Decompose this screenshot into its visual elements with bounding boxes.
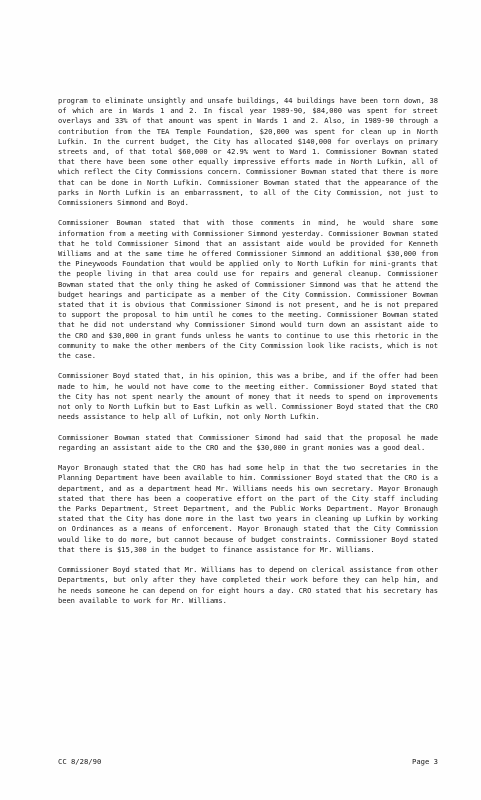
paragraph: Commissioner Bowman stated that Commissioner Simond had said that the proposal he made regarding an assistant aide to the CRO and the $30,000 in grant monies was a good deal. [58,432,438,452]
paragraph: Commissioner Boyd stated that Mr. Williams has to depend on clerical assistance from other Departments, but only after they have completed their work before they can help him, and he needs someone he can depend on for eight hours a day. CRO stated that his secretary has been available to work for Mr. Williams. [58,565,438,605]
document-body [58,96,438,616]
paragraph: program to eliminate unsightly and unsafe buildings, 44 buildings have been torn down, 38 of which are in Wards 1 and 2. In fiscal year 1989-90, $84,000 was spent for street overlays and 33% of that amount was spent in Wards 1 and 2. Also, in 1989-90 through a contribution from the TEA Temple Foundation, $20,000 was spent for clean up in North Lufkin. In the current budget, the City has allocated $140,000 for overlays on primary streets and, of that total $60,000 or 42.9% went to Ward 1. Commissioner Bowman stated that there have been some other equally impressive efforts made in North Lufkin, all of which reflect the City Commissions concern. Commissioner Bowman stated that there is more that can be done in North Lufkin. Commissioner Bowman stated that the appearance of the parks in North Lufkin is an embarrassment, to all of the City Commission, not just to Commissioners Simmond and Boyd. [58,96,438,208]
paragraph: Mayor Bronaugh stated that the CRO has had some help in that the two secretaries in the Planning Department have been available to him. Commissioner Boyd stated that the CRO is a department, and as a department head Mr. Williams needs his own secretary. Mayor Bronaugh stated that there has been a cooperative effort on the part of the City staff including the Parks Department, Street Department, and the Public Works Department. Mayor Bronaugh stated that the City has done more in the last two years in cleaning up Lufkin by working on Ordinances as a means of enforcement. Mayor Bronaugh stated that the City Commission would like to do more, but cannot because of budget constraints. Commissioner Boyd stated that there is $15,300 in the budget to finance assistance for Mr. Williams. [58,463,438,554]
paragraph: Commissioner Boyd stated that, in his opinion, this was a bribe, and if the offer had been made to him, he would not have come to the meeting either. Commissioner Boyd stated that the City has not spent nearly the amount of money that it needs to spend on improvements not only to North Lufkin but to East Lufkin as well. Commissioner Boyd stated that the CRO needs assistance to help all of Lufkin, not only North Lufkin. [58,371,438,422]
footer-date: CC 8/28/90 [58,757,102,766]
page-number: Page 3 [412,757,438,766]
paragraph: Commissioner Bowman stated that with those comments in mind, he would share some information from a meeting with Commissioner Simmond yesterday. Commissioner Bowman stated that he told Commissioner Simond that an assistant aide would be provided for Kenneth Williams and at the same time he offered Commissioner Simmond an additional $30,000 from the Pineywoods Foundation that would be applied only to North Lufkin for mini-grants that the people living in that area could use for repairs and general cleanup. Commissioner Bowman stated that the only thing he asked of Commissioner Simmond was that he attend the budget hearings and participate as a member of the City Commission. Commissioner Bowman stated that it is obvious that Commissioner Simond is not present, and he is not prepared to support the proposal to him until he comes to the meeting. Commissioner Bowman stated that he did not understand why Commissioner Simond would turn down an assistant aide to the CRO and $30,000 in grant funds unless he wants to continue to use this rhetoric in the community to make the other members of the City Commission look like racists, which is not the case. [58,218,438,361]
